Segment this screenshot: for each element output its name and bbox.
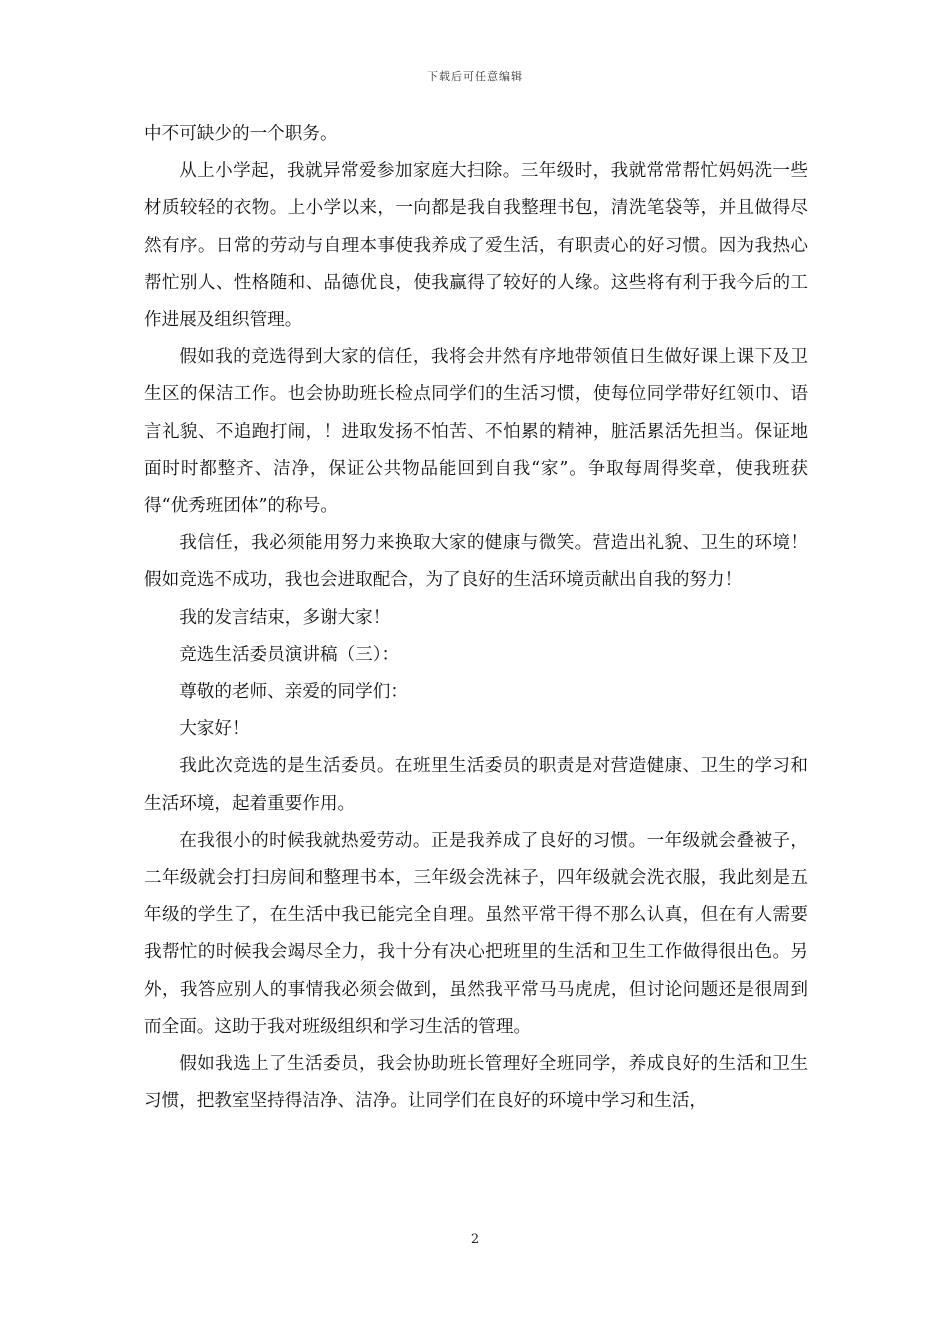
paragraph: 假如我的竞选得到大家的信任，我将会井然有序地带领值日生做好课上课下及卫生区的保洁工作。也会协助班长检点同学们的生活习惯，使每位同学带好红领巾、语言礼貌、不追跑打闹，！进取发扬不怕苦、不怕累的精神，脏活累活先担当。保证地面时时都整齐、洁净，保证公共物品能回到自我“家”。争取每周得奖章，使我班获得“优秀班团体”的称号。 (144, 347, 808, 517)
paragraph: 我此次竞选的是生活委员。在班里生活委员的职责是对营造健康、卫生的学习和生活环境，起着重要作用。 (144, 756, 808, 814)
closing-line: 我的发言结束，多谢大家！ (179, 607, 391, 628)
section-title: 竞选生活委员演讲稿（三）： (179, 644, 400, 665)
paragraph: 在我很小的时候我就热爱劳动。正是我养成了良好的习惯。一年级就会叠被子，二年级就会打扫房间和整理书本，三年级会洗袜子，四年级就会洗衣服，我此刻是五年级的学生了，在生活中我已能完全自理。虽然平常干得不那么认真，但在有人需要我帮忙的时候我会竭尽全力，我十分有决心把班里的生活和卫生工作做得很出色。另外，我答应别人的事情我必须会做到，虽然我平常马马虎虎，但讨论问题还是很周到而全面。这助于我对班级组织和学习生活的管理。 (144, 830, 808, 1037)
page-header: 下载后可任意编辑 (427, 70, 523, 83)
paragraph: 中不可缺少的一个职务。 (144, 124, 338, 144)
paragraph: 我信任，我必须能用努力来换取大家的健康与微笑。营造出礼貌、卫生的环境！假如竞选不成功，我也会进取配合，为了良好的生活环境贡献出自我的努力！ (144, 533, 808, 591)
salutation: 尊敬的老师、亲爱的同学们： (179, 682, 408, 703)
greeting: 大家好！ (179, 719, 250, 740)
page-number: 2 (470, 1232, 480, 1247)
document-body (144, 116, 808, 1120)
paragraph: 从上小学起，我就异常爱参加家庭大扫除。三年级时，我就常常帮忙妈妈洗一些材质较轻的衣物。上小学以来，一向都是我自我整理书包，清洗笔袋等，并且做得尽然有序。日常的劳动与自理本事使我养成了爱生活，有职责心的好习惯。因为我热心帮忙别人、性格随和、品德优良，使我赢得了较好的人缘。这些将有利于我今后的工作进展及组织管理。 (144, 161, 808, 331)
paragraph: 假如我选上了生活委员，我会协助班长管理好全班同学，养成良好的生活和卫生习惯，把教室坚持得洁净、洁净。让同学们在良好的环境中学习和生活， (144, 1054, 808, 1112)
